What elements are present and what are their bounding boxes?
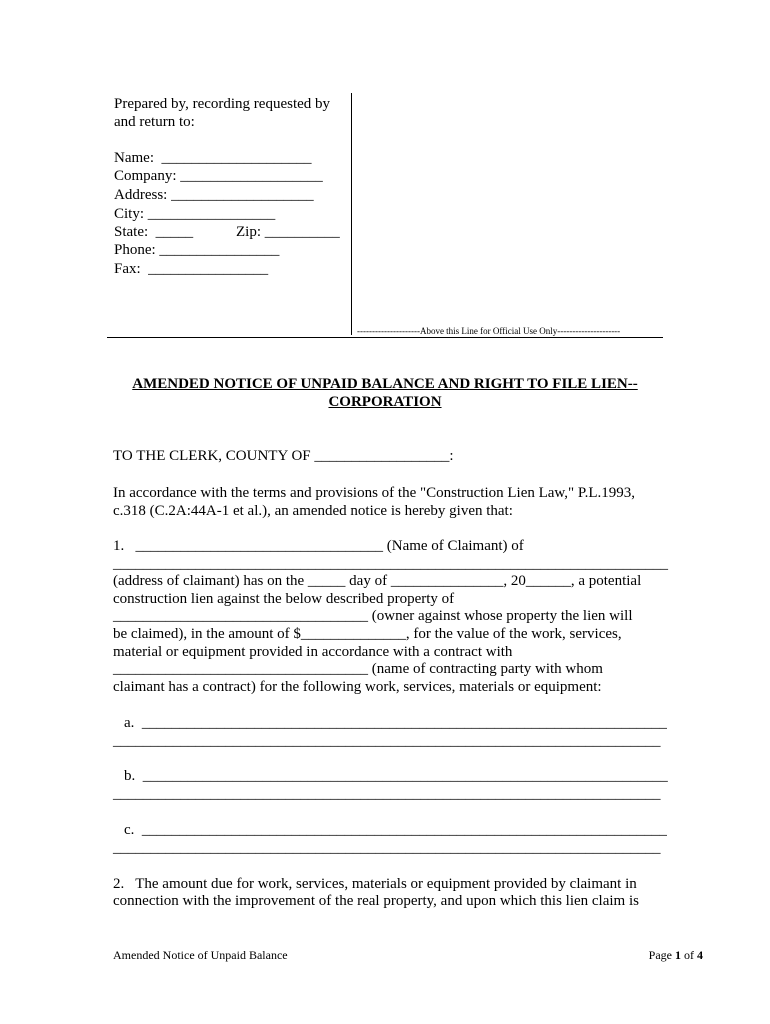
company-field: Company: ___________________: [114, 168, 323, 184]
item1-line3: (address of claimant) has on the _____ day of _______________, 20______, a potential: [113, 573, 642, 589]
current-page: 1: [675, 948, 681, 962]
fax-field: Fax: ________________: [114, 261, 269, 277]
item1-blank-line: __________________________________________________________________________: [113, 556, 668, 572]
city-field: City: _________________: [114, 206, 276, 222]
item-c-line: c. ______________________________________________________________________: [124, 822, 667, 838]
item1-line7: material or equipment provided in accordance with a contract with: [113, 644, 513, 660]
phone-field: Phone: ________________: [114, 242, 280, 258]
item2-line1: 2. The amount due for work, services, materials or equipment provided by claimant in: [113, 876, 637, 892]
header-horizontal-divider: [107, 337, 663, 338]
zip-field: Zip: __________: [236, 224, 340, 240]
of-label: of: [681, 948, 697, 962]
to-clerk-line: TO THE CLERK, COUNTY OF __________________:: [113, 448, 454, 464]
footer-document-title: Amended Notice of Unpaid Balance: [113, 948, 288, 962]
item1-line8: __________________________________ (name of contracting party with whom: [113, 661, 603, 677]
name-field: Name: ____________________: [114, 150, 312, 166]
intro-line1: In accordance with the terms and provisions of the "Construction Lien Law," P.L.1993,: [113, 485, 635, 501]
item1-line1: 1. _________________________________ (Name of Claimant) of: [113, 538, 524, 554]
item-b-continuation: _________________________________________________________________________: [113, 786, 661, 802]
state-field: State: _____: [114, 224, 194, 240]
total-pages: 4: [697, 948, 703, 962]
item-a-continuation: _________________________________________________________________________: [113, 733, 661, 749]
intro-line2: c.318 (C.2A:44A-1 et al.), an amended notice is hereby given that:: [113, 503, 513, 519]
item2-line2: connection with the improvement of the real property, and upon which this lien claim is: [113, 893, 639, 909]
prepared-by-line2: and return to:: [114, 114, 195, 130]
item1-line9: claimant has a contract) for the following work, services, materials or equipment:: [113, 679, 602, 695]
page-label: Page: [648, 948, 675, 962]
item1-line4: construction lien against the below described property of: [113, 591, 455, 607]
official-use-line: ---------------------Above this Line for Official Use Only---------------------: [357, 326, 621, 336]
footer-page-number: [649, 948, 703, 962]
item1-line5: __________________________________ (owner against whose property the lien will: [113, 608, 633, 624]
item-b-line: b. ______________________________________________________________________: [124, 768, 668, 784]
item-a-line: a. ______________________________________________________________________: [124, 715, 667, 731]
document-title-line1: AMENDED NOTICE OF UNPAID BALANCE AND RIGHT TO FILE LIEN--: [132, 376, 638, 392]
address-field: Address: ___________________: [114, 187, 314, 203]
item-c-continuation: _________________________________________________________________________: [113, 840, 661, 856]
prepared-by-line1: Prepared by, recording requested by: [114, 96, 331, 112]
item1-line6: be claimed), in the amount of $______________, for the value of the work, services,: [113, 626, 622, 642]
header-vertical-divider: [351, 93, 352, 335]
document-title-line2: CORPORATION: [328, 394, 442, 410]
